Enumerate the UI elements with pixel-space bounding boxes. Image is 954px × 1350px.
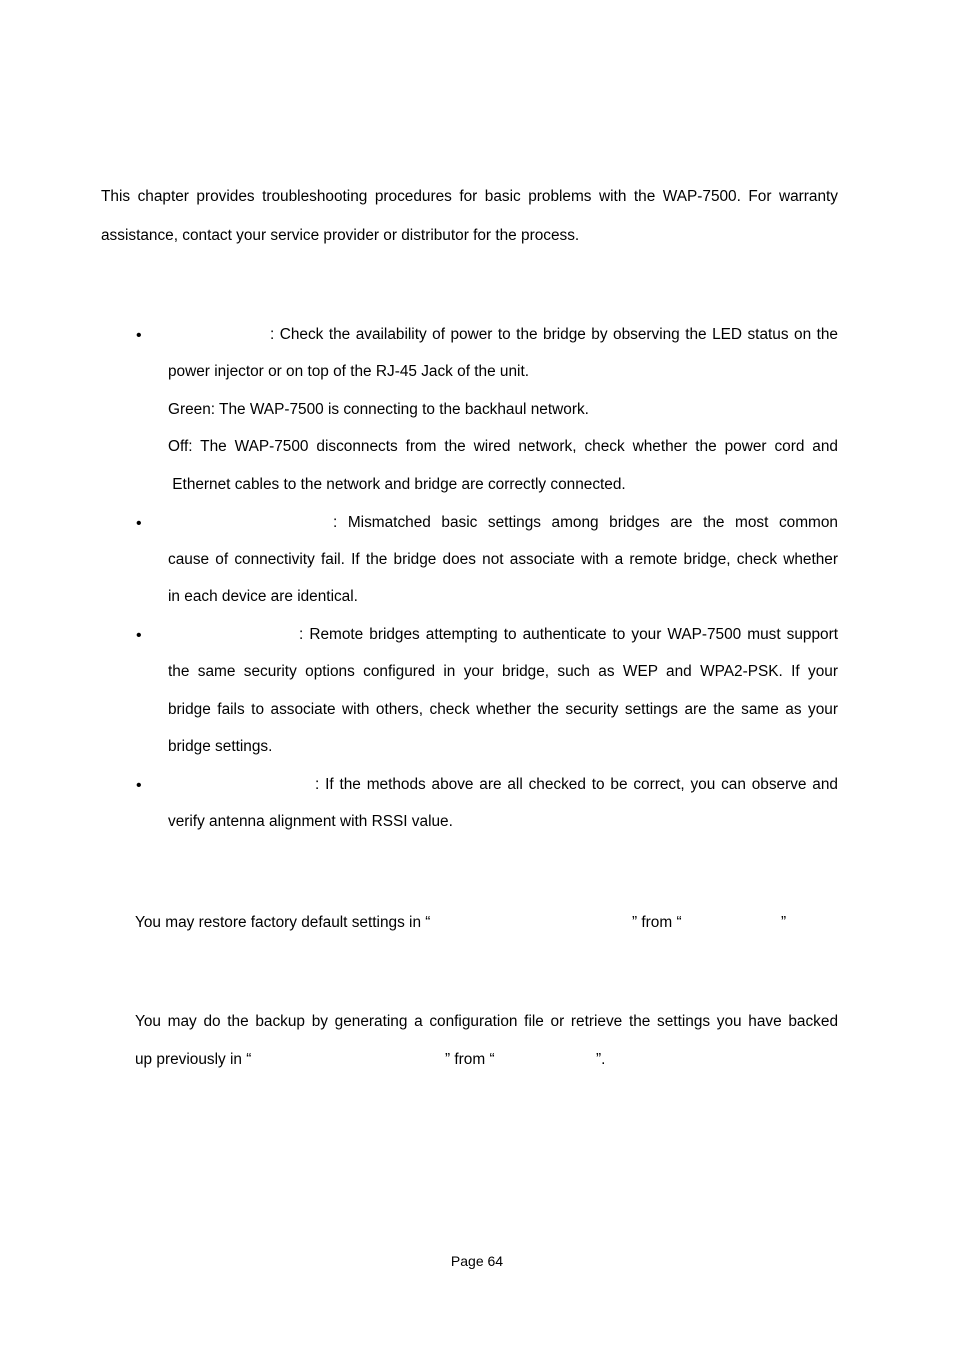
power-green: Green: The WAP-7500 is connecting to the backhaul network. <box>168 401 589 418</box>
security-line-2: the same security options configured in your bridge, such as WEP and WPA2-PSK. If your <box>168 663 838 680</box>
security-line-3: bridge fails to associate with others, check whether the security settings are the same as your <box>168 701 838 718</box>
intro-line-1: This chapter provides troubleshooting procedures for basic problems with the WAP-7500. For warranty <box>101 188 838 205</box>
restore-close-quote: ” <box>781 914 787 931</box>
bullet-marker: • <box>136 777 142 794</box>
settings-line-1: : Mismatched basic settings among bridges are the most common <box>333 514 838 531</box>
page-number: Page 64 <box>450 1253 504 1269</box>
bullet-marker: • <box>136 327 142 344</box>
backup-from: ” from “ <box>445 1051 495 1068</box>
power-off-2: Ethernet cables to the network and bridge are correctly connected. <box>168 476 626 493</box>
antenna-line-1: : If the methods above are all checked to be correct, you can observe and <box>315 776 838 793</box>
settings-line-2: cause of connectivity fail. If the bridge does not associate with a remote bridge, check whether <box>168 551 838 568</box>
antenna-line-2: verify antenna alignment with RSSI value. <box>168 813 453 830</box>
settings-line-3: in each device are identical. <box>168 588 358 605</box>
intro-line-2: assistance, contact your service provider or distributor for the process. <box>101 227 580 244</box>
restore-from: ” from “ <box>632 914 682 931</box>
power-line-1: : Check the availability of power to the bridge by observing the LED status on the <box>270 326 838 343</box>
backup-close-quote: ”. <box>596 1051 606 1068</box>
security-line-1: : Remote bridges attempting to authenticate to your WAP-7500 must support <box>299 626 838 643</box>
restore-text: You may restore factory default settings in “ <box>135 914 431 931</box>
power-off-1: Off: The WAP-7500 disconnects from the wired network, check whether the power cord and <box>168 438 838 455</box>
backup-line-1: You may do the backup by generating a configuration file or retrieve the settings you have backed <box>135 1013 838 1030</box>
security-line-4: bridge settings. <box>168 738 273 755</box>
bullet-marker: • <box>136 515 142 532</box>
backup-line-2: up previously in “ <box>135 1051 252 1068</box>
bullet-marker: • <box>136 627 142 644</box>
power-line-2: power injector or on top of the RJ-45 Jack of the unit. <box>168 363 530 380</box>
